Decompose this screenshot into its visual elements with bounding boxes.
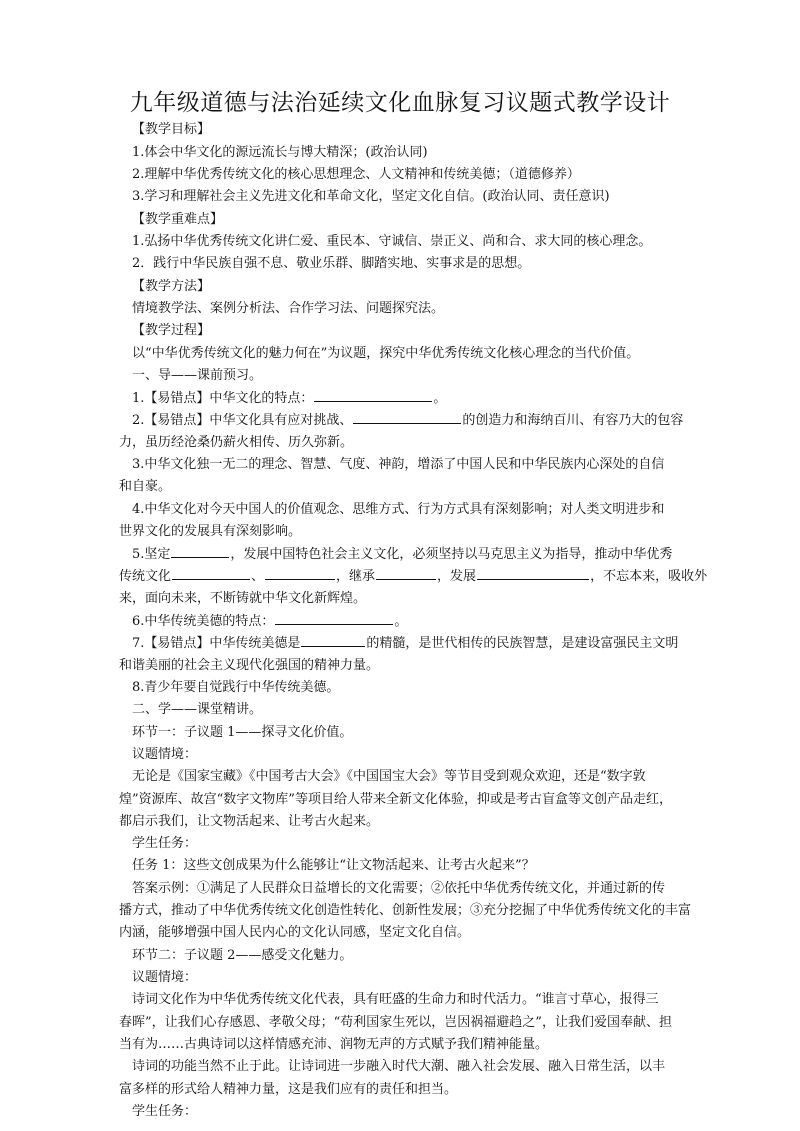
goal-item-1: 1.体会中华文化的源远流长与博大精深；(政治认同) (132, 145, 428, 160)
question-6 (132, 613, 407, 630)
question-6-end: 。 (394, 614, 408, 629)
question-2-text: 2.【易错点】中华文化具有应对挑战、 (132, 413, 353, 428)
methods-heading: 【教学方法】 (132, 279, 211, 294)
question-2-text-cont: 的创造力和海纳百川、有容乃大的包容 (462, 413, 684, 428)
question-5-text: 传统文化 (119, 569, 172, 584)
context-2-text-2: 春晖”，让我们心存感恩、孝敬父母；“苟利国家生死以，岂因祸福避趋之”，让我们爱国奉献、担 (119, 1015, 672, 1030)
question-5-line-3: 来，面向未来，不断铸就中华文化新辉煌。 (119, 591, 367, 606)
answer-example-1-line-2: 播方式，推动了中华优秀传统文化创造性转化、创新性发展；③充分挖掘了中华优秀传统文化的丰富 (119, 903, 692, 918)
goal-item-2: 2.理解中华优秀传统文化的核心思想理念、人文精神和传统美德；（道德修养） (132, 167, 580, 182)
key-point-2: 2．践行中华民族自强不息、敬业乐群、脚踏实地、实事求是的思想。 (132, 256, 531, 271)
question-5-text: ，发展 (437, 569, 477, 584)
question-3: 3.中华文化独一无二的理念、智慧、气度、神韵，增添了中国人民和中华民族内心深处的自信 (132, 457, 665, 472)
question-8: 8.青少年要自觉践行中华传统美德。 (132, 680, 340, 695)
part-1-heading: 一、导——课前预习。 (132, 368, 263, 383)
question-1-end: 。 (433, 391, 447, 406)
key-points-heading: 【教学重难点】 (132, 212, 224, 227)
key-point-1: 1.弘扬中华优秀传统文化讲仁爱、重民本、守诚信、崇正义、尚和合、求大同的核心理念。 (132, 234, 652, 249)
answer-blank[interactable] (353, 412, 461, 424)
goals-heading: 【教学目标】 (132, 122, 211, 137)
answer-blank[interactable] (301, 635, 365, 647)
task-2-heading: 学生任务： (132, 1104, 198, 1119)
task-1-heading: 学生任务： (132, 836, 198, 851)
context-2-text-4: 诗词的功能当然不止于此。让诗词进一步融入时代大潮、融入社会发展、融入日常生活，以丰 (132, 1059, 666, 1074)
question-5-line-2 (119, 568, 707, 585)
question-3-line-2: 和自豪。 (119, 479, 172, 494)
question-2-line-2: 力，虽历经沧桑仍薪火相传、历久弥新。 (119, 435, 354, 450)
question-7-text-cont: 的精髓，是世代相传的民族智慧，是建设富强民主文明 (366, 636, 679, 651)
question-4: 4.中华文化对今天中国人的价值观念、思维方式、行为方式具有深刻影响；对人类文明进步和 (132, 502, 665, 517)
answer-blank[interactable] (477, 568, 589, 580)
process-heading: 【教学过程】 (132, 323, 211, 338)
answer-blank[interactable] (265, 568, 335, 580)
question-5-text: 5.坚定 (132, 547, 171, 562)
methods-text: 情境教学法、案例分析法、合作学习法、问题探究法。 (132, 301, 445, 316)
question-4-line-2: 世界文化的发展具有深刻影响。 (119, 524, 302, 539)
question-7-line-2: 和谐美丽的社会主义现代化强国的精神力量。 (119, 658, 380, 673)
goal-item-3: 3.学习和理解社会主义先进文化和革命文化，坚定文化自信。(政治认同、责任意识) (132, 189, 610, 204)
part-2-heading: 二、学——课堂精讲。 (132, 702, 263, 717)
question-5-text: ，不忘本来，吸收外 (590, 569, 708, 584)
question-6-text: 6.中华传统美德的特点： (132, 614, 275, 629)
segment-2-heading: 环节二：子议题 2——感受文化魅力。 (132, 948, 353, 963)
task-1-question: 任务 1：这些文创成果为什么能够让“让文物活起来、让考古火起来”？ (132, 858, 535, 873)
answer-blank[interactable] (314, 390, 432, 402)
question-5-text-cont: ，发展中国特色社会主义文化，必须坚持以马克思主义为指导，推动中华优秀 (230, 547, 673, 562)
segment-1-heading: 环节一：子议题 1——探寻文化价值。 (132, 725, 353, 740)
context-1-text-3: 都启示我们，让文物活起来、让考古火起来。 (119, 814, 380, 829)
question-1-text: 1.【易错点】中华文化的特点： (132, 391, 314, 406)
question-1 (132, 390, 446, 407)
answer-example-1: 答案示例：①满足了人民群众日益增长的文化需要；②依托中华优秀传统文化，并通过新的传 (132, 881, 666, 896)
context-1-text-2: 煌”资源库、故宫“数字文物库”等项目给人带来全新文化体验，抑或是考古盲盒等文创产品走红， (119, 792, 672, 807)
document-title: 九年级道德与法治延续文化血脉复习议题式教学设计 (129, 90, 671, 116)
question-5-text: ，继承 (336, 569, 376, 584)
answer-blank[interactable] (275, 613, 393, 625)
context-2-text: 诗词文化作为中华优秀传统文化代表，具有旺盛的生命力和时代活力。“谁言寸草心，报得三 (132, 992, 659, 1007)
context-2-text-5: 富多样的形式给人精神力量，这是我们应有的责任和担当。 (119, 1082, 458, 1097)
question-7 (132, 635, 678, 652)
question-5-text: 、 (251, 569, 265, 584)
process-intro: 以“中华优秀传统文化的魅力何在”为议题，探究中华优秀传统文化核心理念的当代价值。 (132, 346, 640, 361)
answer-example-1-line-3: 内涵，能够增强中国人民内心的文化认同感，坚定文化自信。 (119, 925, 471, 940)
question-2 (132, 412, 683, 429)
context-2-text-3: 当有为……古典诗词以这样情感充沛、润物无声的方式赋予我们精神能量。 (119, 1037, 549, 1052)
answer-blank[interactable] (376, 568, 436, 580)
context-2-heading: 议题情境： (132, 970, 198, 985)
context-1-heading: 议题情境： (132, 747, 198, 762)
context-1-text: 无论是《国家宝藏》《中国考古大会》《中国国宝大会》等节目受到观众欢迎，还是“数字敦 (132, 769, 646, 784)
question-5 (132, 546, 672, 563)
question-7-text: 7.【易错点】中华传统美德是 (132, 636, 301, 651)
answer-blank[interactable] (171, 546, 229, 558)
answer-blank[interactable] (172, 568, 250, 580)
